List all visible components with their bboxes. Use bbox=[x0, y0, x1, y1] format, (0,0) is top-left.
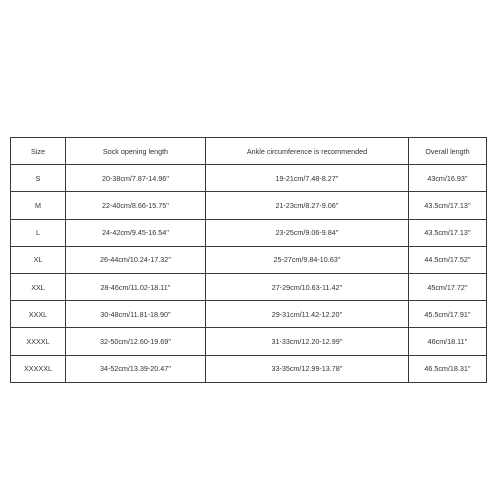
cell-overall-length: 45.5cm/17.91'' bbox=[409, 301, 487, 328]
cell-ankle-circumference: 25-27cm/9.84-10.63'' bbox=[206, 246, 409, 273]
table-row bbox=[11, 219, 487, 246]
size-table bbox=[10, 137, 487, 383]
cell-overall-length: 43.5cm/17.13'' bbox=[409, 192, 487, 219]
header-ankle-circumference: Ankle circumference is recommended bbox=[206, 138, 409, 165]
table-header-row bbox=[11, 138, 487, 165]
cell-sock-opening-length: 26-44cm/10.24-17.32'' bbox=[66, 246, 206, 273]
cell-sock-opening-length: 28-46cm/11.02-18.11'' bbox=[66, 273, 206, 300]
cell-overall-length: 43cm/16.93'' bbox=[409, 165, 487, 192]
cell-overall-length: 45cm/17.72'' bbox=[409, 273, 487, 300]
cell-size: L bbox=[11, 219, 66, 246]
cell-ankle-circumference: 19-21cm/7.48-8.27'' bbox=[206, 165, 409, 192]
header-sock-opening-length: Sock opening length bbox=[66, 138, 206, 165]
cell-ankle-circumference: 21-23cm/8.27-9.06'' bbox=[206, 192, 409, 219]
cell-size: XXXXL bbox=[11, 328, 66, 355]
cell-size: M bbox=[11, 192, 66, 219]
cell-ankle-circumference: 31-33cm/12.20-12.99'' bbox=[206, 328, 409, 355]
cell-sock-opening-length: 24-42cm/9.45-16.54'' bbox=[66, 219, 206, 246]
cell-ankle-circumference: 33-35cm/12.99-13.78'' bbox=[206, 355, 409, 382]
cell-sock-opening-length: 32-50cm/12.60-19.69'' bbox=[66, 328, 206, 355]
size-chart bbox=[10, 137, 487, 383]
cell-ankle-circumference: 29-31cm/11.42-12.20'' bbox=[206, 301, 409, 328]
cell-size: XXXXXL bbox=[11, 355, 66, 382]
table-row bbox=[11, 246, 487, 273]
cell-overall-length: 43.5cm/17.13'' bbox=[409, 219, 487, 246]
header-size: Size bbox=[11, 138, 66, 165]
cell-sock-opening-length: 22-40cm/8.66-15.75'' bbox=[66, 192, 206, 219]
table-row bbox=[11, 301, 487, 328]
table-row bbox=[11, 165, 487, 192]
cell-ankle-circumference: 23-25cm/9.06-9.84'' bbox=[206, 219, 409, 246]
table-row bbox=[11, 192, 487, 219]
table-row bbox=[11, 273, 487, 300]
cell-sock-opening-length: 34-52cm/13.39-20.47'' bbox=[66, 355, 206, 382]
table-row bbox=[11, 328, 487, 355]
cell-overall-length: 46.5cm/18.31'' bbox=[409, 355, 487, 382]
cell-size: S bbox=[11, 165, 66, 192]
cell-size: XXXL bbox=[11, 301, 66, 328]
table-row bbox=[11, 355, 487, 382]
cell-ankle-circumference: 27-29cm/10.63-11.42'' bbox=[206, 273, 409, 300]
cell-size: XXL bbox=[11, 273, 66, 300]
cell-sock-opening-length: 30-48cm/11.81-18.90'' bbox=[66, 301, 206, 328]
cell-sock-opening-length: 20-38cm/7.87-14.96'' bbox=[66, 165, 206, 192]
cell-overall-length: 44.5cm/17.52'' bbox=[409, 246, 487, 273]
header-overall-length: Overall length bbox=[409, 138, 487, 165]
cell-overall-length: 46cm/18.11'' bbox=[409, 328, 487, 355]
cell-size: XL bbox=[11, 246, 66, 273]
